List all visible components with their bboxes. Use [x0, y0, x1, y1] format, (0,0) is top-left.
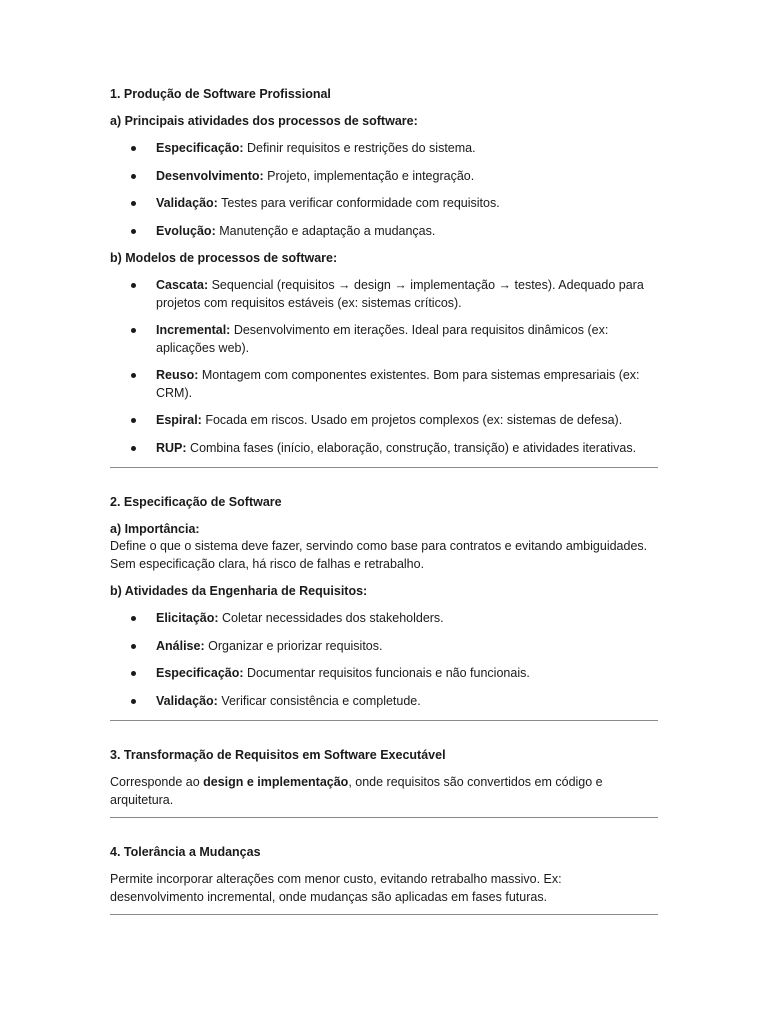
section-2b-title: b) Atividades da Engenharia de Requisitos: — [110, 584, 368, 598]
bullet-icon — [131, 644, 136, 649]
bullet-icon — [131, 146, 136, 151]
list-item-term: Validação: — [156, 196, 218, 210]
section-divider — [110, 817, 658, 818]
list-item — [110, 638, 658, 656]
text-span: , onde requisitos são convertidos em código e arquitetura. — [110, 775, 603, 807]
list-item-text: Testes para verificar conformidade com requisitos. — [217, 196, 500, 210]
list-item-text: Sequencial (requisitos → design → implementação → testes). Adequado para projetos com requisitos estáveis (ex: sistemas críticos). — [156, 278, 644, 310]
list-item-text: Coletar necessidades dos stakeholders. — [218, 611, 444, 625]
list-item-term: Evolução: — [156, 223, 216, 238]
document-page — [110, 86, 658, 941]
bullet-icon — [131, 446, 136, 451]
list-item — [110, 195, 658, 213]
list-item-text: Focada em riscos. Usado em projetos complexos (ex: sistemas de defesa). — [201, 413, 623, 427]
section-1b-title: b) Modelos de processos de software: — [110, 251, 338, 265]
list-item-term: Desenvolvimento: — [156, 168, 264, 183]
bullet-icon — [131, 373, 136, 378]
section-1-title: 1. Produção de Software Profissional — [110, 87, 331, 101]
section-4-text: Permite incorporar alterações com menor custo, evitando retrabalho massivo. Ex: desenvolvimento incremental, onde mudanças são aplicadas em fases futuras. — [110, 872, 562, 904]
list-item-text: Verificar consistência e completude. — [217, 693, 421, 708]
bullet-icon — [131, 328, 136, 333]
list-item-term: Validação: — [156, 693, 218, 708]
list-item-term: Espiral: — [156, 413, 202, 427]
list-item-text: Organizar e priorizar requisitos. — [204, 638, 383, 653]
list-item-term: Reuso: — [156, 368, 199, 382]
bullet-icon — [131, 671, 136, 676]
list-item-term: Análise: — [156, 638, 205, 653]
list-item — [110, 412, 658, 430]
process-models-list — [110, 277, 658, 457]
section-divider — [110, 914, 658, 915]
text-span: Corresponde ao — [110, 775, 204, 789]
list-item-term: Especificação: — [156, 666, 244, 680]
list-item — [110, 168, 658, 186]
list-item-term: Elicitação: — [156, 611, 219, 625]
list-item — [110, 693, 658, 711]
list-item — [110, 440, 658, 458]
bullet-icon — [131, 229, 136, 234]
list-item-term: Cascata: — [156, 278, 209, 292]
section-divider — [110, 720, 658, 721]
list-item-term: Incremental: — [156, 323, 231, 337]
list-item — [110, 140, 658, 158]
list-item-term: RUP: — [156, 440, 187, 455]
list-item-text: Definir requisitos e restrições do sistema. — [243, 141, 476, 155]
list-item-term: Especificação: — [156, 141, 244, 155]
list-item — [110, 277, 658, 312]
bullet-icon — [131, 283, 136, 288]
bullet-icon — [131, 201, 136, 206]
section-3-text — [110, 774, 658, 809]
bullet-icon — [131, 616, 136, 621]
requirements-activities-list — [110, 610, 658, 710]
section-1a-title: a) Principais atividades dos processos de software: — [110, 114, 418, 128]
list-item-text: Combina fases (início, elaboração, construção, transição) e atividades iterativas. — [186, 440, 637, 455]
section-2a-text: Define o que o sistema deve fazer, servindo como base para contratos e evitando ambiguidades. Sem especificação clara, há risco de falhas e retrabalho. — [110, 539, 648, 571]
list-item — [110, 367, 658, 402]
list-item-text: Manutenção e adaptação a mudanças. — [215, 223, 436, 238]
bullet-icon — [131, 699, 136, 704]
activities-list — [110, 140, 658, 240]
list-item-text: Desenvolvimento em iterações. Ideal para requisitos dinâmicos (ex: aplicações web). — [156, 323, 609, 355]
list-item-text: Projeto, implementação e integração. — [263, 168, 475, 183]
bullet-icon — [131, 174, 136, 179]
list-item-text: Documentar requisitos funcionais e não funcionais. — [243, 666, 530, 680]
section-2-title: 2. Especificação de Software — [110, 495, 282, 509]
list-item — [110, 610, 658, 628]
emphasis-text: design e implementação — [203, 775, 349, 789]
list-item — [110, 322, 658, 357]
bullet-icon — [131, 418, 136, 423]
section-4-title: 4. Tolerância a Mudanças — [110, 845, 261, 859]
section-3-title: 3. Transformação de Requisitos em Software Executável — [110, 748, 446, 762]
list-item — [110, 665, 658, 683]
section-2a-title: a) Importância: — [110, 522, 200, 536]
section-divider — [110, 467, 658, 468]
list-item-text: Montagem com componentes existentes. Bom para sistemas empresariais (ex: CRM). — [156, 368, 640, 400]
list-item — [110, 223, 658, 241]
